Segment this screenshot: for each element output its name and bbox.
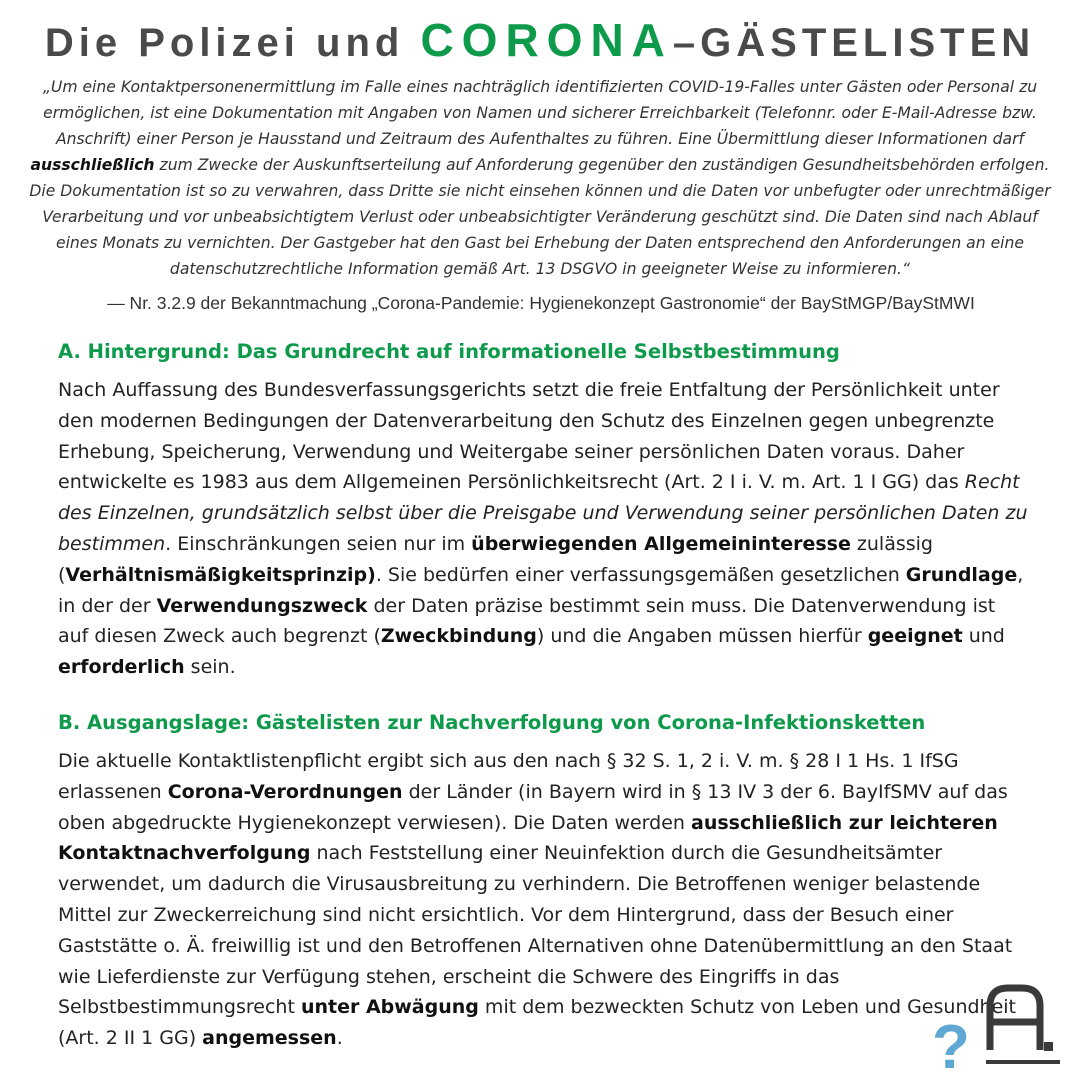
section-b-body [58, 746, 1028, 1054]
body-bold: ausschließlich zur leichteren Kontaktnachverfolgung [58, 811, 998, 865]
quote-emphasis: ausschließlich [30, 156, 155, 174]
body-text: und [962, 625, 1005, 648]
legal-quote [28, 74, 1052, 282]
body-text: Die aktuelle Kontaktlistenpflicht ergibt sich aus den nach § 32 S. 1, 2 i. V. m. § 28 I 1 Hs. 1 IfSG erlassenen [58, 750, 959, 803]
body-bold: Verhältnismäßigkeitsprinzip) [65, 563, 376, 586]
body-text: . Sie bedürfen einer verfassungsgemäßen gesetzlichen [375, 563, 906, 586]
body-text: der Länder (in Bayern wird in § 13 IV 3 der 6. BayIfSMV auf das oben abgedruckte Hygienekonzept verwiesen). Die Daten werden [58, 780, 1008, 834]
quote-text: „Um eine Kontaktpersonenermittlung im Falle eines nachträglich identifizierten COVID-19-Falles unter Gästen oder Personal zu ermöglichen, ist eine Dokumentation mit Angaben von Namen und sicherer Erreichbarkeit (Telefonnr. oder E-Mail-Adresse bzw. Anschrift) einer Person je Hausstand und Zeitraum des Aufenthaltes zu führen. Eine Übermittlung dieser Informationen darf [42, 78, 1038, 148]
title-prefix: Die Polizei und [44, 21, 421, 65]
body-italic: Recht des Einzelnen, grundsätzlich selbst über die Preisgabe und Verwendung seiner persönlichen Daten zu bestimmen [58, 471, 1028, 555]
quote-source: — Nr. 3.2.9 der Bekanntmachung „Corona-Pandemie: Hygienekonzept Gastronomie“ der BayStMGP/BayStMWI [107, 293, 975, 313]
body-text: der Daten präzise bestimmt sein muss. Die Datenverwendung ist auf diesen Zweck auch begrenzt ( [58, 594, 996, 648]
body-bold: unter Abwägung [300, 996, 479, 1019]
quote-text: zum Zwecke der Auskunftserteilung auf Anforderung gegenüber den zuständigen Gesundheitsbehörden erfolgen. Die Dokumentation ist so zu verwahren, dass Dritte sie nicht einsehen können und die Daten vor unbefugter oder unrechtmäßiger Verarbeitung und vor unbeabsichtigtem Verlust oder unbeabsichtigter Veränderung geschützt sind. Die Daten sind nach Ablauf eines Monats zu vernichten. Der Gastgeber hat den Gast bei Erhebung der Daten entsprechend den Anforderungen an eine datenschutzrechtliche Information gemäß Art. 13 DSGVO in geeigneter Weise zu informieren.“ [29, 156, 1051, 278]
brand-logo-icon [930, 978, 1070, 1073]
logo-letter-a [990, 988, 1040, 1050]
logo-dot [1044, 1042, 1053, 1051]
page-title [0, 12, 1080, 80]
body-text: mit dem bezweckten Schutz von Leben und Gesundheit (Art. 2 II 1 GG) [58, 996, 1017, 1050]
body-bold: angemessen [202, 1027, 337, 1050]
body-text: . [336, 1027, 343, 1050]
body-text: Nach Auffassung des Bundesverfassungsgerichts setzt die freie Entfaltung der Persönlichkeit unter den modernen Bedingungen der Datenverarbeitung den Schutz des Einzelnen gegen unbegrenzte Erhebung, Speicherung, Verwendung und Weitergabe seiner persönlichen Daten voraus. Daher entwickelte es 1983 aus dem Allgemeinen Persönlichkeitsrecht (Art. 2 I i. V. m. Art. 1 I GG) das [58, 379, 1000, 494]
body-text: . Einschränkungen seien nur im [165, 532, 472, 555]
body-bold: erforderlich [58, 656, 185, 679]
title-highlight: CORONA [420, 14, 673, 66]
body-bold: Zweckbindung [380, 625, 537, 648]
title-suffix: –GÄSTELISTEN [672, 21, 1036, 65]
body-text: , in der der [58, 563, 1024, 617]
body-bold: überwiegenden Allgemeininteresse [471, 532, 851, 555]
section-a-heading: A. Hintergrund: Das Grundrecht auf informationelle Selbstbestimmung [58, 340, 840, 363]
body-text: zulässig ( [58, 532, 933, 586]
body-bold: Verwendungszweck [156, 594, 368, 617]
body-bold: Corona-Verordnungen [167, 780, 403, 803]
section-b-heading: B. Ausgangslage: Gästelisten zur Nachverfolgung von Corona-Infektionsketten [58, 711, 926, 734]
logo-underline [986, 1060, 1060, 1064]
body-text: ) und die Angaben müssen hierfür [536, 625, 868, 648]
body-bold: Grundlage [905, 563, 1018, 586]
section-a-body [58, 375, 1028, 683]
logo-question-mark: ? [932, 1013, 970, 1073]
body-text: sein. [184, 656, 236, 679]
body-bold: geeignet [867, 625, 963, 648]
body-text: nach Feststellung einer Neuinfektion durch die Gesundheitsämter verwendet, um dadurch die Virusausbreitung zu verhindern. Die Betroffenen weniger belastende Mittel zur Zweckerreichung sind nicht ersichtlich. Vor dem Hintergrund, dass der Besuch einer Gaststätte o. Ä. freiwillig ist und den Betroffenen Alternativen ohne Datenübermittlung an den Staat wie Lieferdienste zur Verfügung stehen, erscheint die Schwere des Eingriffs in das Selbstbestimmungsrecht [58, 842, 1013, 1019]
